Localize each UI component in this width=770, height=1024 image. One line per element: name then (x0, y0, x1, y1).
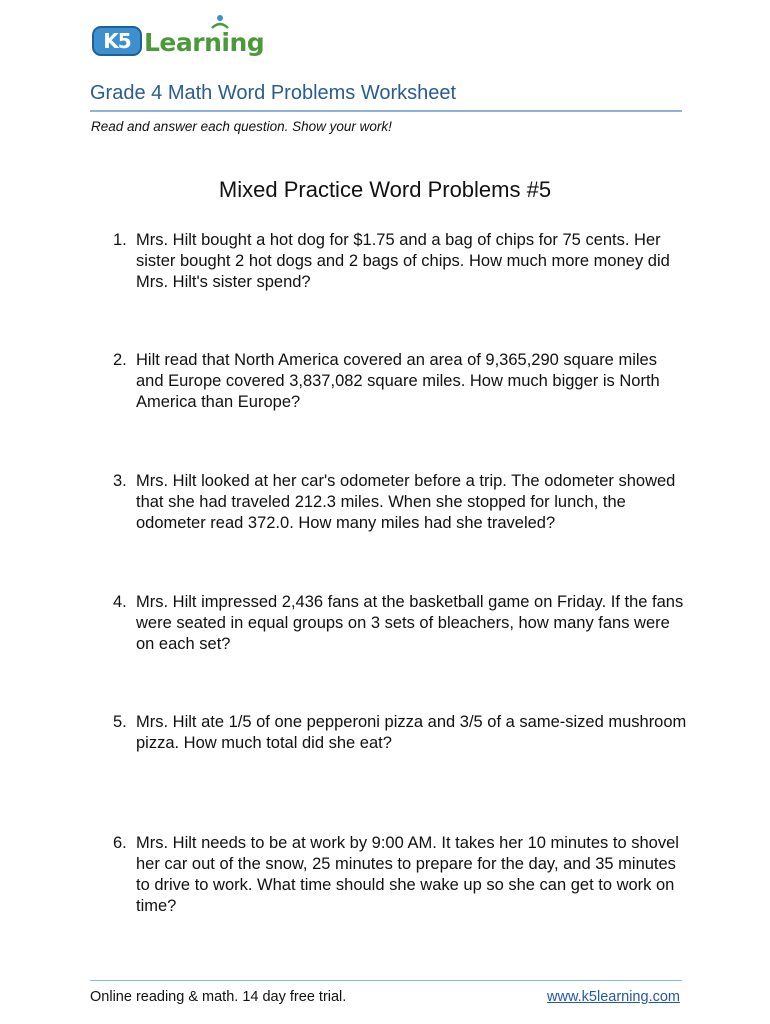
problem-number: 5. (113, 713, 127, 731)
problem-text: Mrs. Hilt ate 1/5 of one pepperoni pizza and 3/5 of a same-sized mushroom pizza. How much total did she eat? (136, 713, 687, 752)
problem-number: 4. (113, 593, 127, 611)
reading-figure-icon (208, 14, 232, 30)
k5-learning-logo (92, 14, 265, 60)
header-divider (90, 110, 682, 112)
problem-number: 2. (113, 351, 127, 369)
k5-badge (92, 26, 142, 56)
problem-text: Hilt read that North America covered an area of 9,365,290 square miles and Europe covered 3,837,082 square miles. How much bigger is North America than Europe? (136, 351, 660, 411)
problem-number: 6. (113, 834, 127, 852)
problem-text: Mrs. Hilt impressed 2,436 fans at the basketball game on Friday. If the fans were seated in equal groups on 3 sets of bleachers, how many fans were on each set? (136, 593, 684, 653)
problem-5 (113, 712, 688, 754)
footer-promo-text: Online reading & math. 14 day free trial. (90, 989, 347, 1005)
k5-badge-text: K5 (103, 29, 131, 53)
problem-text: Mrs. Hilt needs to be at work by 9:00 AM. It takes her 10 minutes to shovel her car out of the snow, 25 minutes to prepare for the day, and 35 minutes to drive to work. What time should she wake up so she can get to work on time? (136, 834, 679, 915)
problem-number: 3. (113, 472, 127, 490)
problem-4 (113, 592, 688, 655)
logo-wordmark: Learning (144, 28, 265, 57)
footer-divider (90, 980, 682, 981)
problem-number: 1. (113, 231, 127, 249)
problem-2 (113, 350, 688, 413)
problem-3 (113, 471, 688, 534)
website-link[interactable]: www.k5learning.com (547, 989, 680, 1005)
problem-text: Mrs. Hilt bought a hot dog for $1.75 and a bag of chips for 75 cents. Her sister bought 2 hot dogs and 2 bags of chips. How much more money did Mrs. Hilt's sister spend? (136, 231, 670, 291)
problem-6 (113, 833, 688, 917)
problem-1 (113, 230, 688, 293)
worksheet-heading: Mixed Practice Word Problems #5 (218, 177, 552, 202)
instructions: Read and answer each question. Show your work! (91, 119, 392, 134)
worksheet-title: Grade 4 Math Word Problems Worksheet (90, 82, 457, 104)
problem-text: Mrs. Hilt looked at her car's odometer before a trip. The odometer showed that she had traveled 212.3 miles. When she stopped for lunch, the odometer read 372.0. How many miles had she traveled? (136, 472, 676, 532)
